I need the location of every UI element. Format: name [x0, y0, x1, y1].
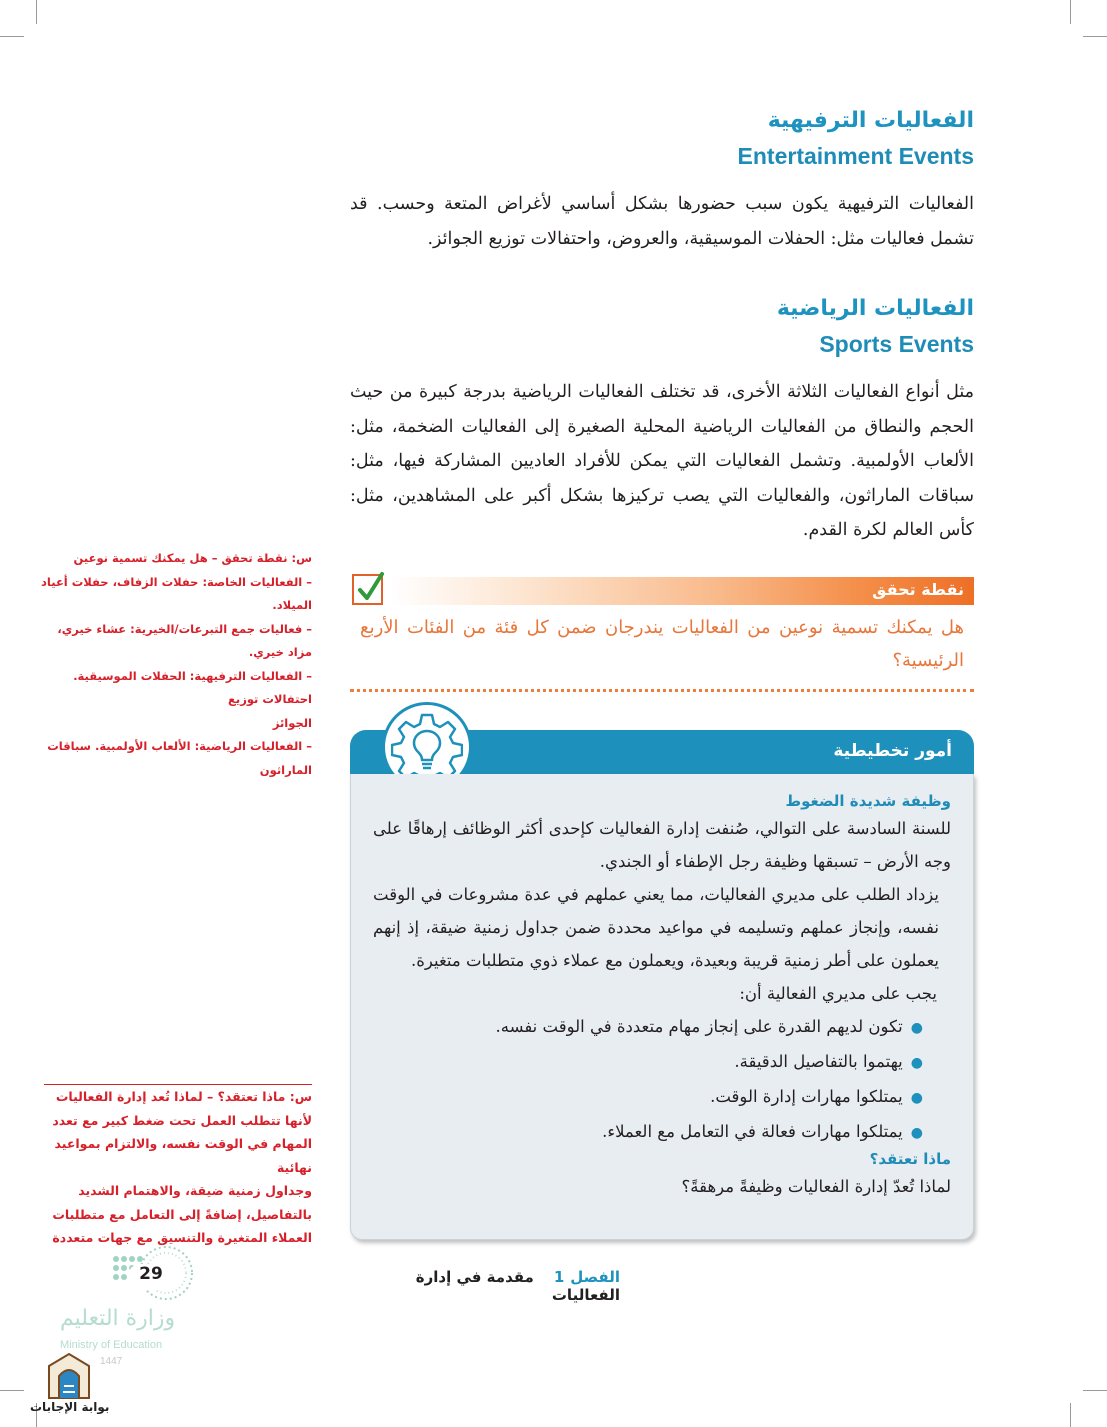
entertainment-section: [350, 108, 974, 256]
planning-bullet-list: [373, 1010, 951, 1150]
planning-paragraph-2: يزداد الطلب على مديري الفعاليات، مما يعني عملهم في عدة مشروعات في الوقت نفسه، وإنجاز عملهم وتسليمه في مواعيد محددة ضمن جداول زمنية ضيقة، إذ إنهم يعملون على أطر زمنية قريبة وبعيدة، ويعملون مع عملاء ذوي متطلبات متغيرة.: [373, 885, 939, 970]
planning-question: لماذا تُعدّ إدارة الفعاليات وظيفةً مرهقةً؟: [681, 1177, 951, 1196]
chapter-number: 1: [553, 1268, 565, 1286]
bullet-icon: ●: [910, 1055, 923, 1071]
checkpoint-question: هل يمكنك تسمية نوعين من الفعاليات يندرجان ضمن كل فئة من الفئات الأربع الرئيسية؟: [360, 617, 964, 671]
list-item: ●يمتلكوا مهارات فعالة في التعامل مع العملاء.: [602, 1122, 923, 1141]
checkpoint-header: [350, 574, 974, 607]
sports-title-en: Sports Events: [819, 331, 974, 357]
dotted-divider: [350, 689, 974, 692]
planning-paragraph-1: للسنة السادسة على التوالي، صُنفت إدارة الفعاليات كإحدى أكثر الوظائف إرهاقًا على وجه الأرض – تسبقها وظيفة رجل الإطفاء أو الجندي.: [373, 819, 951, 871]
planning-body: [350, 774, 974, 1240]
margin-note-stress: س: ماذا تعتقد؟ – لماذا تُعد إدارة الفعاليات لأنها تتطلب العمل تحت ضغط كبير مع تعدد المهام في الوقت نفسه، والالتزام بمواعيد نهائية وجداول زمنية ضيقة، والاهتمام الشديد بالتفاصيل، إضافةً إلى التعامل مع متطلبات العملاء المتغيرة والتنسيق مع جهات متعددة: [44, 1084, 312, 1250]
ministry-year: 1447: [100, 1356, 123, 1367]
crop-mark: [0, 1390, 24, 1391]
portal-label: بوابة الإجابات: [30, 1400, 110, 1414]
chapter-title: مقدمة في إدارة الفعاليات: [415, 1268, 620, 1304]
list-item: ●تكون لديهم القدرة على إنجاز مهام متعددة في الوقت نفسه.: [495, 1017, 923, 1036]
list-item: ●يهتموا بالتفاصيل الدقيقة.: [734, 1052, 923, 1071]
sports-title-ar: الفعاليات الرياضية: [776, 296, 974, 321]
crop-mark: [1083, 36, 1107, 37]
checkpoint-box: [350, 574, 974, 692]
crop-mark: [36, 0, 37, 24]
list-item: ●يمتلكوا مهارات إدارة الوقت.: [710, 1087, 923, 1106]
what-do-you-think-subtitle: ماذا تعتقد؟: [869, 1150, 951, 1168]
ministry-name-ar: وزارة التعليم: [60, 1306, 176, 1331]
bullet-icon: ●: [910, 1090, 923, 1106]
planning-box: [350, 730, 974, 1240]
portal-logo-icon: [34, 1352, 104, 1400]
chapter-label: الفصل: [570, 1268, 620, 1286]
crop-mark: [1070, 1403, 1071, 1427]
crop-mark: [0, 36, 24, 37]
ministry-name-en: Ministry of Education: [60, 1339, 163, 1351]
entertainment-paragraph: الفعاليات الترفيهية يكون سبب حضورها بشكل أساسي لأغراض المتعة وحسب. قد تشمل فعاليات مثل: الحفلات الموسيقية، والعروض، واحتفالات توزيع الجوائز.: [350, 194, 974, 249]
planning-label: أمور تخطيطية: [833, 741, 952, 761]
sports-paragraph: مثل أنواع الفعاليات الثلاثة الأخرى، قد تختلف الفعاليات الرياضية بدرجة كبيرة من حيث الحجم والنطاق من الفعاليات الرياضية المحلية الصغيرة إلى الفعاليات الضخمة، مثل: الألعاب الأولمبية. وتشمل الفعاليات التي يمكن للأفراد العاديين المشاركة فيها، مثل: سباقات الماراثون، والفعاليات التي يصب تركيزها بشكل أكبر على المشاهدين، مثل: كأس العالم لكرة القدم.: [350, 382, 974, 540]
bullet-icon: ●: [910, 1020, 923, 1036]
margin-note-checkpoint: س: نقطة تحقق – هل يمكنك تسمية نوعين – الفعاليات الخاصة: حفلات الزفاف، حفلات أعياد الميلاد. – فعاليات جمع التبرعات/الخيرية: عشاء خيري، مزاد خيري. – الفعاليات الترفيهية: الحفلات الموسيقية. احتفالات توزيع الجوائز – الفعاليات الرياضية: الألعاب الأولمبية. سباقات الماراثون: [41, 551, 312, 777]
page-number: 29: [128, 1264, 174, 1290]
checkmark-icon: [352, 574, 383, 605]
entertainment-title-en: Entertainment Events: [737, 143, 974, 169]
checkpoint-label: نقطة تحقق: [872, 580, 964, 599]
bullet-icon: ●: [910, 1125, 923, 1141]
planning-subtitle: وظيفة شديدة الضغوط: [785, 792, 951, 810]
chapter-footer: [350, 1268, 620, 1304]
crop-mark: [1070, 0, 1071, 24]
sports-section: [350, 296, 974, 548]
planning-paragraph-3: يجب على مديري الفعالية أن:: [739, 984, 937, 1003]
crop-mark: [1083, 1390, 1107, 1391]
entertainment-title-ar: الفعاليات الترفيهية: [767, 108, 974, 133]
